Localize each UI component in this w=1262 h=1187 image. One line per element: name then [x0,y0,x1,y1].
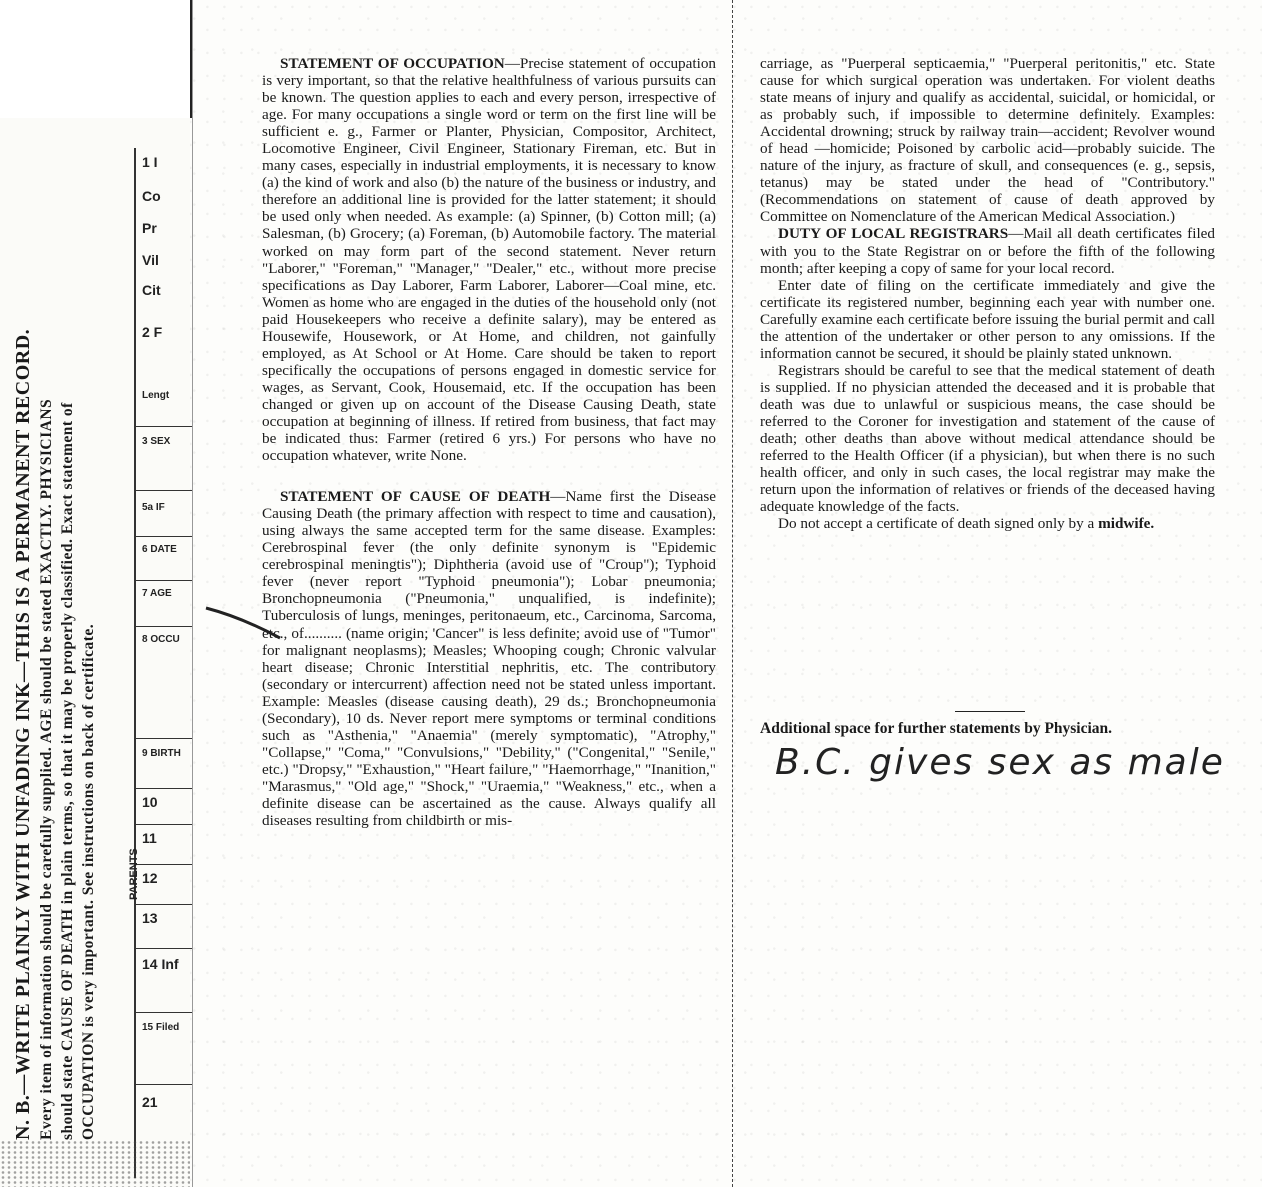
form-rule [136,536,192,537]
form-cell: 8 OCCU [142,634,180,645]
form-rule [136,788,192,789]
midwife-paragraph [760,515,1215,532]
form-cell: 2 F [142,324,163,340]
form-rule [136,738,192,739]
form-cell: Vil [142,252,159,268]
left-column [262,55,716,829]
form-cell: 9 BIRTH [142,748,181,759]
parents-label: PARENTS [128,848,140,900]
midwife-word: midwife. [1098,515,1155,533]
form-rule [136,1012,192,1013]
additional-space-label: Additional space for further statements by Physician. [760,720,1113,737]
occupation-paragraph [262,55,716,464]
form-rule [136,626,192,627]
form-cell: 11 [142,830,157,846]
duty-paragraph [760,225,1215,276]
right-column [760,55,1215,532]
notice-line-1: Every item of information should be carefully supplied. AGE should be stated EXACTLY. PHYSICIANS [38,398,55,1140]
notice-headline: N. B.—WRITE PLAINLY WITH UNFADING INK—THIS IS A PERMANENT RECORD. [12,328,34,1140]
notice-line-3: OCCUPATION is very important. See instructions on back of certificate. [80,623,97,1140]
form-rule [136,904,192,905]
fold-edge [192,0,193,1187]
form-rule [136,490,192,491]
form-rule [136,1084,192,1085]
form-rule [136,864,192,865]
form-cell: Cit [142,282,161,298]
permanent-record-notice [10,10,99,1140]
form-fields-fragment [134,148,192,1178]
column-divider [732,0,733,1187]
form-cell: Lengt [142,390,170,401]
form-cell: 3 SEX [142,436,171,447]
cause-heading: STATEMENT OF CAUSE OF DEATH [280,488,551,506]
filing-paragraph: Enter date of filing on the certificate immediately and give the certificate its registered number, beginning each year with number one. Carefully examine each certificate before issuing the burial permit and call the attention of the undertaker or other person to any omissions. If the information cannot be secured, it should be plainly stated unknown. [760,276,1215,362]
scan-noise [0,1140,190,1187]
cause-text: —Name first the Disease Causing Death (the primary affection with respect to time and causation), using always the same accepted term for the same disease. Examples: Cerebrospinal fever (the only definite synonym is "Epidemic cerebrospinal meningtis"); Diphtheria (avoid use of "Croup"); Typhoid fever (never report "Typhoid pneumonia"); Lobar pneumonia; Bronchopneumonia ("Pneumonia," unqualified, is indefinite); Tuberculosis of lungs, meninges, peritonaeum, etc., Carcinoma, Sarcoma, etc., of.......... (name origin; 'Cancer" is less definite; avoid use of "Tumor" for malignant neoplasms); Measles; Whooping cough; Chronic valvular heart disease; Chronic Interstitial nephritis, etc. The contributory (secondary or intercurrent) affection need not be stated unless important. Example: Measles (disease causing death), 29 ds.; Bronchopneumonia (Secondary), 10 ds. Never report mere symptoms or terminal conditions such as "Asthenia," "Anaemia" (merely symptomatic), "Atrophy," "Collapse," "Coma," "Convulsions," "Debility," ("Congenital," "Senile," etc.) "Dropsy," "Exhaustion," "Heart failure," "Haemorrhage," "Inanition," "Marasmus," "Old age," "Shock," "Uraemia," "Weakness," etc., when a definite disease can be ascertained as the cause. Always qualify all diseases resulting from childbirth or mis- [262,488,717,830]
certificate-front-strip [0,0,190,1187]
medical-statement-paragraph: Registrars should be careful to see that the medical statement of death is supplied. If no physician attended the deceased and it is probable that death was due to unlawful or suspicious means, the case should be referred to the Coroner for investigation and statement of the cause of death; other deaths than above without medical attendance should be referred to the Health Officer (if a physician), but when there is no such health officer, and only in such cases, the local registrar may make the return upon the information of relatives or friends of the deceased having adequate knowledge of the facts. [760,361,1215,516]
duty-heading: DUTY OF LOCAL REGISTRARS [778,225,1009,243]
form-rule [136,948,192,949]
form-cell: Pr [142,220,157,236]
occupation-text: —Precise statement of occupation is very important, so that the relative healthfulness of various pursuits can be known. The question applies to each and every person, irrespective of age. For many occupations a single word or term on the first line will be sufficient e. g., Farmer or Planter, Physician, Compositor, Architect, Locomotive Engineer, Civil Engineer, Stationary Fireman, etc. But in many cases, especially in industrial employments, it is necessary to know (a) the kind of work and also (b) the nature of the business or industry, and therefore an additional line is provided for the latter statement; it should be used only when needed. As example: (a) Spinner, (b) Cotton mill; (a) Salesman, (b) Grocery; (a) Foreman, (b) Automobile factory. The material worked on may form part of the second statement. Never return "Laborer," "Foreman," "Manager," "Dealer," etc., without more precise specifications as Day Laborer, Farm Laborer, Laborer—Coal mine, etc. Women as home who are engaged in the duties of the household only (not paid Housekeepers who receive a definite salary), may be entered as Housewife, Housework, or At Home, and children, not gainfully employed, as At School or At Home. Care should be taken to report specifically the occupations of persons engaged in domestic service for wages, as Servant, Cook, Housemaid, etc. If the occupation has been changed or given up on account of the Disease Causing Death, state occupation at beginning of illness. If retired from business, that fact may be indicated thus: Farmer (retired 6 yrs.) For persons who have no occupation whatever, write None. [262,55,717,465]
notice-line-2: should state CAUSE OF DEATH in plain terms, so that it may be properly classified. Exact statement of [59,402,76,1140]
duty-text: —Mail all death certificates filed with you to the State Registrar on or before the fifth of the following month; after keeping a copy of same for your local record. [760,225,1215,277]
form-cell: 14 Inf [142,956,179,972]
form-rule [136,580,192,581]
handwritten-note: B.C. gives sex as male [775,742,1225,783]
form-cell: Co [142,188,161,204]
section-rule [955,711,1025,712]
form-cell: 12 [142,870,158,886]
form-rule [136,426,192,427]
form-cell: 7 AGE [142,588,172,599]
form-cell: 5a IF [142,502,165,513]
form-cell: 15 Filed [142,1022,180,1033]
form-cell: 21 [142,1094,158,1110]
form-rule [136,824,192,825]
cause-continuation: carriage, as "Puerperal septicaemia," "Puerperal peritonitis," etc. State cause for which surgical operation was undertaken. For violent deaths state means of injury and qualify as accidental, suicidal, or homicidal, or as probably such, if impossible to determine definitely. Examples: Accidental drowning; struck by railway train—accident; Revolver wound of head —homicide; Poisoned by carbolic acid—probably suicide. The nature of the injury, as fracture of skull, and consequences (e. g., sepsis, tetanus) may be stated under the head of "Contributory." (Recommendations on statement of cause of death approved by Committee on Nomenclature of the American Medical Association.) [760,55,1215,226]
cause-paragraph [262,488,716,829]
form-cell: 13 [142,910,158,926]
pen-arrow-mark [204,604,282,644]
form-cell: 10 [142,794,158,810]
midwife-prefix: Do not accept a certificate of death signed only by a [778,515,1099,533]
form-cell: 1 I [142,154,158,170]
occupation-heading: STATEMENT OF OCCUPATION [280,55,505,72]
form-cell: 6 DATE [142,544,177,555]
